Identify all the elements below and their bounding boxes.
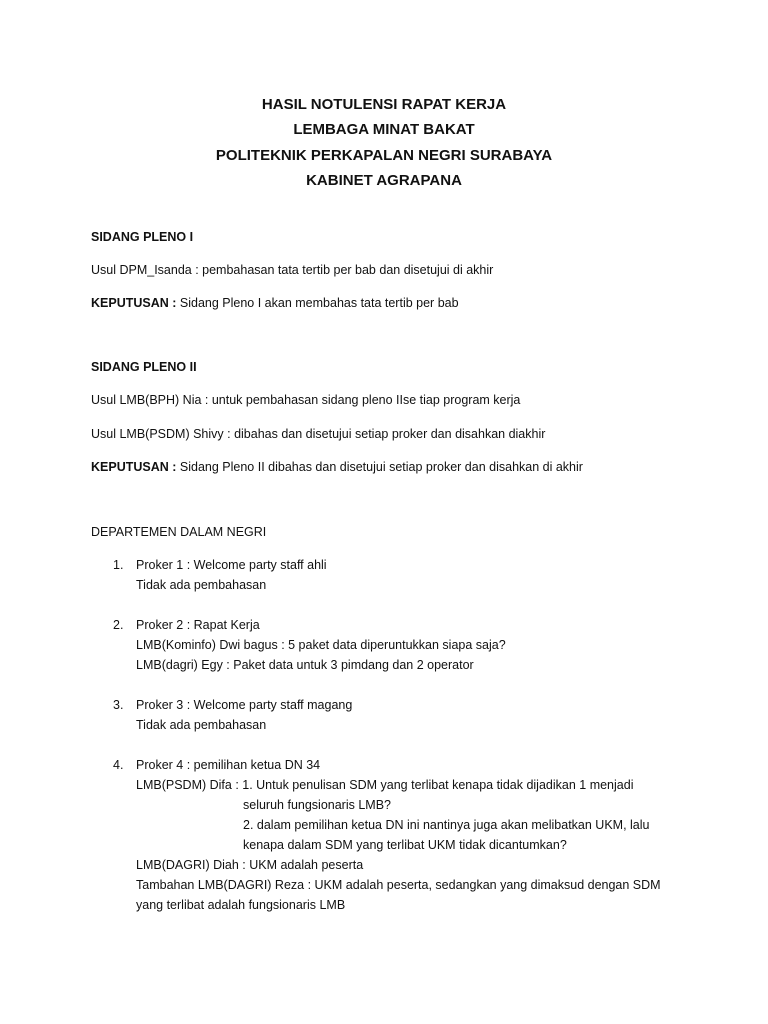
list-item-title: Proker 1 : Welcome party staff ahli bbox=[136, 558, 327, 572]
list-item-line: Tidak ada pembahasan bbox=[136, 578, 267, 592]
list-item-title: Proker 4 : pemilihan ketua DN 34 bbox=[136, 758, 321, 772]
pleno2-keputusan-label: KEPUTUSAN : bbox=[91, 460, 177, 474]
list-item-line: LMB(Kominfo) Dwi bagus : 5 paket data diperuntukkan siapa saja? bbox=[136, 638, 506, 652]
departemen-heading: DEPARTEMEN DALAM NEGRI bbox=[91, 525, 267, 539]
pleno1-keputusan-label: KEPUTUSAN : bbox=[91, 296, 177, 310]
list-item-number: 3. bbox=[113, 698, 124, 712]
pleno1-heading: SIDANG PLENO I bbox=[91, 230, 194, 244]
document-title-line-4: KABINET AGRAPANA bbox=[306, 172, 462, 189]
list-item-line: Tidak ada pembahasan bbox=[136, 718, 267, 732]
document-title-line-2: LEMBAGA MINAT BAKAT bbox=[293, 121, 475, 138]
list-item-number: 1. bbox=[113, 558, 124, 572]
pleno2-heading: SIDANG PLENO II bbox=[91, 360, 197, 374]
list-item-title: Proker 2 : Rapat Kerja bbox=[136, 618, 260, 632]
pleno1-usul: Usul DPM_Isanda : pembahasan tata tertib per bab dan disetujui di akhir bbox=[91, 263, 494, 277]
list-item-line: seluruh fungsionaris LMB? bbox=[243, 798, 391, 812]
list-item-line: LMB(dagri) Egy : Paket data untuk 3 pimdang dan 2 operator bbox=[136, 658, 474, 672]
list-item-number: 4. bbox=[113, 758, 124, 772]
list-item-line: kenapa dalam SDM yang terlibat UKM tidak dicantumkan? bbox=[243, 838, 567, 852]
list-item-line: LMB(PSDM) Difa : 1. Untuk penulisan SDM yang terlibat kenapa tidak dijadikan 1 menjadi bbox=[136, 778, 634, 792]
document-title-line-1: HASIL NOTULENSI RAPAT KERJA bbox=[261, 96, 507, 113]
list-item-line: LMB(DAGRI) Diah : UKM adalah peserta bbox=[136, 858, 364, 872]
pleno1-keputusan bbox=[91, 297, 459, 310]
pleno2-usul-1: Usul LMB(BPH) Nia : untuk pembahasan sidang pleno IIse tiap program kerja bbox=[91, 393, 521, 407]
list-item-line: Tambahan LMB(DAGRI) Reza : UKM adalah peserta, sedangkan yang dimaksud dengan SDM bbox=[136, 878, 661, 892]
pleno2-keputusan-text: Sidang Pleno II dibahas dan disetujui setiap proker dan disahkan di akhir bbox=[176, 460, 583, 474]
list-item-number: 2. bbox=[113, 618, 124, 632]
document-title-line-3: POLITEKNIK PERKAPALAN NEGRI SURABAYA bbox=[215, 147, 553, 164]
list-item-line: yang terlibat adalah fungsionaris LMB bbox=[136, 898, 346, 912]
list-item-title: Proker 3 : Welcome party staff magang bbox=[136, 698, 353, 712]
pleno2-keputusan bbox=[91, 461, 583, 474]
list-item-line: 2. dalam pemilihan ketua DN ini nantinya juga akan melibatkan UKM, lalu bbox=[243, 818, 650, 832]
pleno1-keputusan-text: Sidang Pleno I akan membahas tata tertib per bab bbox=[176, 296, 459, 310]
pleno2-usul-2: Usul LMB(PSDM) Shivy : dibahas dan disetujui setiap proker dan disahkan diakhir bbox=[91, 427, 546, 441]
